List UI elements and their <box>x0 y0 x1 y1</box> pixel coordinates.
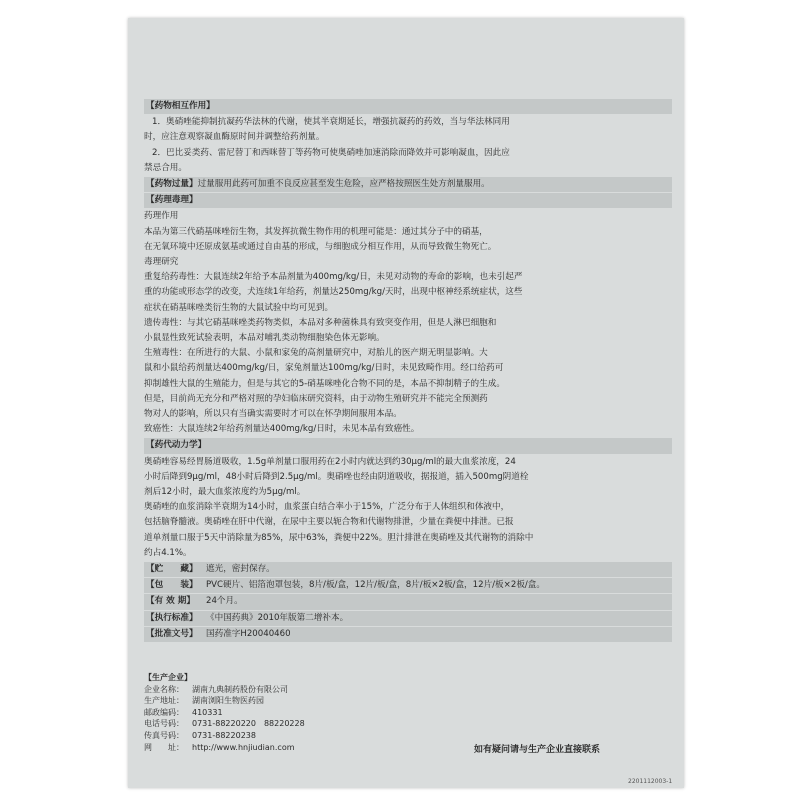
company-row-label: 生产地址： <box>144 696 184 706</box>
text-line: 奥硝唑的血浆消除半衰期为14小时，血浆蛋白结合率小于15%，广泛分布于人体组织和体液中， <box>144 502 510 513</box>
company-row-label: 传真号码： <box>144 730 184 740</box>
text-line: 包括脑脊髓液。奥硝唑在肝中代谢，在尿中主要以轭合物和代谢物排泄，少量在粪便中排泄。已报 <box>144 517 514 528</box>
approval-label: 【批准文号】 <box>146 628 198 639</box>
company-row-value: 410331 <box>192 707 223 717</box>
company-row-value: 湖南浏阳生物医药园 <box>192 696 264 706</box>
package-value: PVC硬片、铝箔泡罩包装，8片/板/盒，12片/板/盒，8片/板×2板/盒，12片/板×2板/盒。 <box>206 580 545 591</box>
leaflet-content <box>144 98 672 643</box>
text-line: 抑制雄性大鼠的生殖能力，但是与其它的5-硝基咪唑化合物不同的是，本品不抑制精子的生成。 <box>144 378 505 389</box>
pharmacology-subheading: 药理作用 <box>144 211 179 222</box>
text-line: 1．奥硝唑能抑制抗凝药华法林的代谢，使其半衰期延长，增强抗凝药的药效，当与华法林同用 <box>152 117 510 128</box>
text-line: 症状在硝基咪唑类衍生物的大鼠试验中均可见到。 <box>144 302 334 313</box>
text-line: 遗传毒性：与其它硝基咪唑类药物类似，本品对多种菌株具有致突变作用，但是人淋巴细胞和 <box>144 317 497 328</box>
company-row-label: 邮政编码： <box>144 707 184 717</box>
company-row <box>144 695 672 707</box>
text-line: 禁忌合用。 <box>144 162 187 173</box>
package-label: 【包 装】 <box>146 580 198 591</box>
company-row <box>144 730 672 742</box>
text-line: 物对人的影响，所以只有当确实需要时才可以在怀孕期间服用本品。 <box>144 409 402 420</box>
company-row-value: 湖南九典制药股份有限公司 <box>192 684 288 694</box>
standard-value: 《中国药典》2010年版第二增补本。 <box>206 612 349 623</box>
company-row <box>144 718 672 730</box>
standard-label: 【执行标准】 <box>146 612 198 623</box>
company-header: 【生产企业】 <box>144 673 192 682</box>
company-row <box>144 707 672 719</box>
text-line: 约占4.1%。 <box>144 547 192 558</box>
package-row <box>144 578 672 593</box>
overdose-label: 【药物过量】 <box>146 179 198 189</box>
validity-value: 24个月。 <box>206 596 243 607</box>
company-row <box>144 684 672 696</box>
storage-label: 【贮 藏】 <box>146 564 198 575</box>
text-line: 重的功能或形态学的改变，犬连续1年给药，剂量达250mg/kg/天时，出现中枢神经系统症状，这些 <box>144 287 523 298</box>
text-line: 时，应注意观察凝血酶原时间并调整给药剂量。 <box>144 132 325 143</box>
text-line: 奥硝唑容易经胃肠道吸收，1.5g单剂量口服用药在2小时内就达到约30μg/ml的最大血浆浓度，24 <box>144 456 516 467</box>
text-line: 小鼠显性致死试验表明，本品对哺乳类动物细胞染色体无影响。 <box>144 333 385 343</box>
pk-header: 【药代动力学】 <box>144 438 672 453</box>
overdose-text: 过量服用此药可加重不良反应甚至发生危险，应严格按照医生处方剂量服用。 <box>197 179 490 189</box>
company-block <box>144 672 672 753</box>
validity-label: 【有 效 期】 <box>146 596 195 607</box>
storage-value: 遮光，密封保存。 <box>206 564 275 575</box>
contact-note: 如有疑问请与生产企业直接联系 <box>474 745 601 755</box>
text-line: 鼠和小鼠给药剂量达400mg/kg/日，家兔剂量达100mg/kg/日时，未见致畸作用。经口给药可 <box>144 363 504 374</box>
company-row-value: 0731-88220220 88220228 <box>192 719 305 729</box>
text-line: 在无氧环境中还原成氨基或通过自由基的形成，与细胞成分相互作用，从而导致微生物死亡。 <box>144 241 497 252</box>
toxicology-subheading: 毒理研究 <box>144 256 179 267</box>
company-row-label: 网 址： <box>144 742 184 752</box>
text-line: 道单剂量口服于5天中消除量为85%，尿中63%，粪便中22%。胆汁排泄在奥硝唑及其代谢物的消除中 <box>144 532 534 543</box>
validity-row <box>144 594 672 609</box>
company-row-label: 企业名称： <box>144 684 184 694</box>
leaflet-sheet <box>128 18 684 788</box>
text-line: 重复给药毒性：大鼠连续2年给予本品剂量为400mg/kg/日，未见对动物的寿命的影响，也未引起严 <box>144 272 523 283</box>
text-line: 剂后12小时，最大血浆浓度约为5μg/ml。 <box>144 487 306 498</box>
overdose-row <box>144 177 672 192</box>
text-line: 致癌性：大鼠连续2年给药剂量达400mg/kg/日时，未见本品有致癌性。 <box>144 424 420 435</box>
company-row-label: 电话号码： <box>144 719 184 729</box>
standard-row <box>144 611 672 626</box>
approval-row <box>144 627 672 642</box>
company-row-value: 0731-88220238 <box>192 730 256 740</box>
text-line: 小时后降到9μg/ml，48小时后降到2.5μg/ml。奥硝唑也经由阴道吸收，据报道，插入500mg阴道栓 <box>144 471 529 482</box>
storage-row <box>144 562 672 577</box>
print-code: 2201112003-1 <box>628 778 673 785</box>
text-line: 生殖毒性：在所进行的大鼠、小鼠和家兔的高剂量研究中，对胎儿的医产期无明显影响。大 <box>144 348 488 359</box>
company-website: http://www.hnjiudian.com <box>192 742 295 752</box>
text-line: 本品为第三代硝基咪唑衍生物，其发挥抗微生物作用的机理可能是：通过其分子中的硝基， <box>144 226 488 237</box>
approval-value: 国药准字H20040460 <box>206 628 291 639</box>
text-line: 但是，目前尚无充分和严格对照的孕妇临床研究资料，由于动物生殖研究并不能完全预测药 <box>144 393 488 404</box>
pharm-tox-header: 【药理毒理】 <box>144 193 672 208</box>
interactions-header: 【药物相互作用】 <box>144 99 672 114</box>
text-line: 2．巴比妥类药、雷尼替丁和西咪替丁等药物可使奥硝唑加速消除而降效并可影响凝血，因此应 <box>152 147 510 158</box>
